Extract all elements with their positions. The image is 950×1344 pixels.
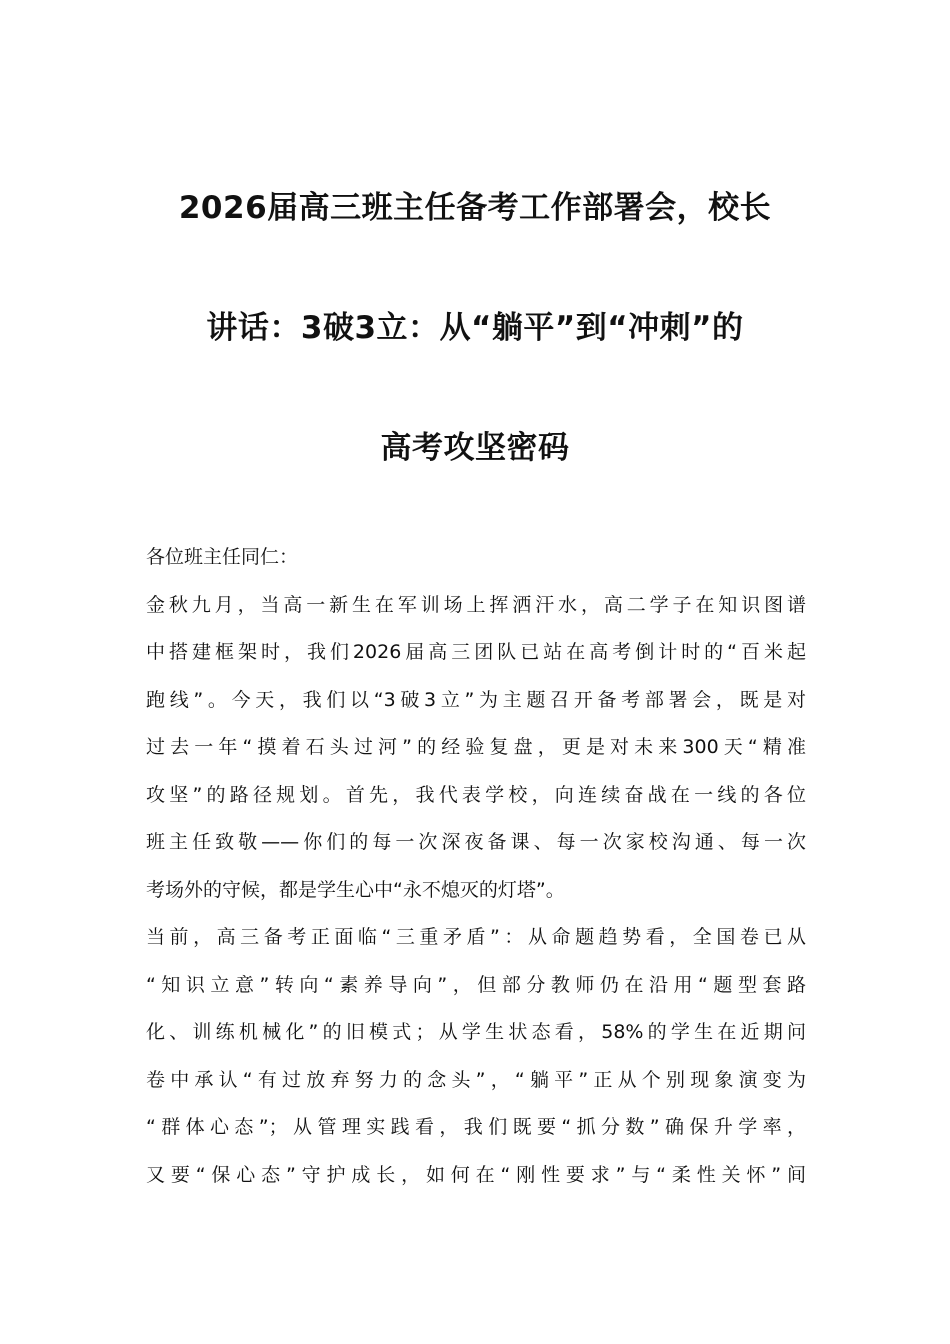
- paragraph-line: 过去一年“摸着石头过河”的经验复盘，更是对未来300天“精准: [146, 736, 806, 758]
- paragraph-line: 攻坚”的路径规划。首先，我代表学校，向连续奋战在一线的各位: [146, 783, 806, 806]
- paragraph-challenges: [146, 914, 806, 1199]
- paragraph-line: 当前，高三备考正面临“三重矛盾”：从命题趋势看，全国卷已从: [146, 926, 806, 948]
- paragraph-line: 班主任致敬——你们的每一次深夜备课、每一次家校沟通、每一次: [146, 831, 806, 853]
- paragraph-line: 化、训练机械化”的旧模式；从学生状态看，58%的学生在近期问: [146, 1021, 806, 1043]
- paragraph-line: 卷中承认“有过放弃努力的念头”，“躺平”正从个别现象演变为: [146, 1068, 806, 1091]
- paragraph-line: “群体心态”；从管理实践看，我们既要“抓分数”确保升学率，: [146, 1116, 806, 1138]
- title-line: 讲话：3破3立：从“躺平”到“冲刺”的: [206, 310, 744, 346]
- paragraph-line: 又要“保心态”守护成长，如何在“刚性要求”与“柔性关怀”间: [146, 1163, 806, 1186]
- paragraph-line: “知识立意”转向“素养导向”，但部分教师仍在沿用“题型套路: [146, 973, 806, 996]
- paragraph-line: 跑线”。今天，我们以“3破3立”为主题召开备考部署会，既是对: [146, 688, 806, 711]
- document-body: [146, 534, 806, 1199]
- paragraph-intro: [146, 582, 806, 915]
- title-line: 2026届高三班主任备考工作部署会，校长: [178, 190, 772, 226]
- document-title: [120, 148, 830, 508]
- salutation-text: 各位班主任同仁：: [146, 546, 299, 568]
- paragraph-line: 中搭建框架时，我们2026届高三团队已站在高考倒计时的“百米起: [146, 641, 806, 663]
- paragraph-line: 金秋九月，当高一新生在军训场上挥洒汗水，高二学子在知识图谱: [146, 593, 806, 616]
- paragraph-line: 考场外的守候，都是学生心中“永不熄灭的灯塔”。: [146, 878, 565, 901]
- salutation: [146, 534, 806, 582]
- title-line: 高考攻坚密码: [380, 430, 570, 466]
